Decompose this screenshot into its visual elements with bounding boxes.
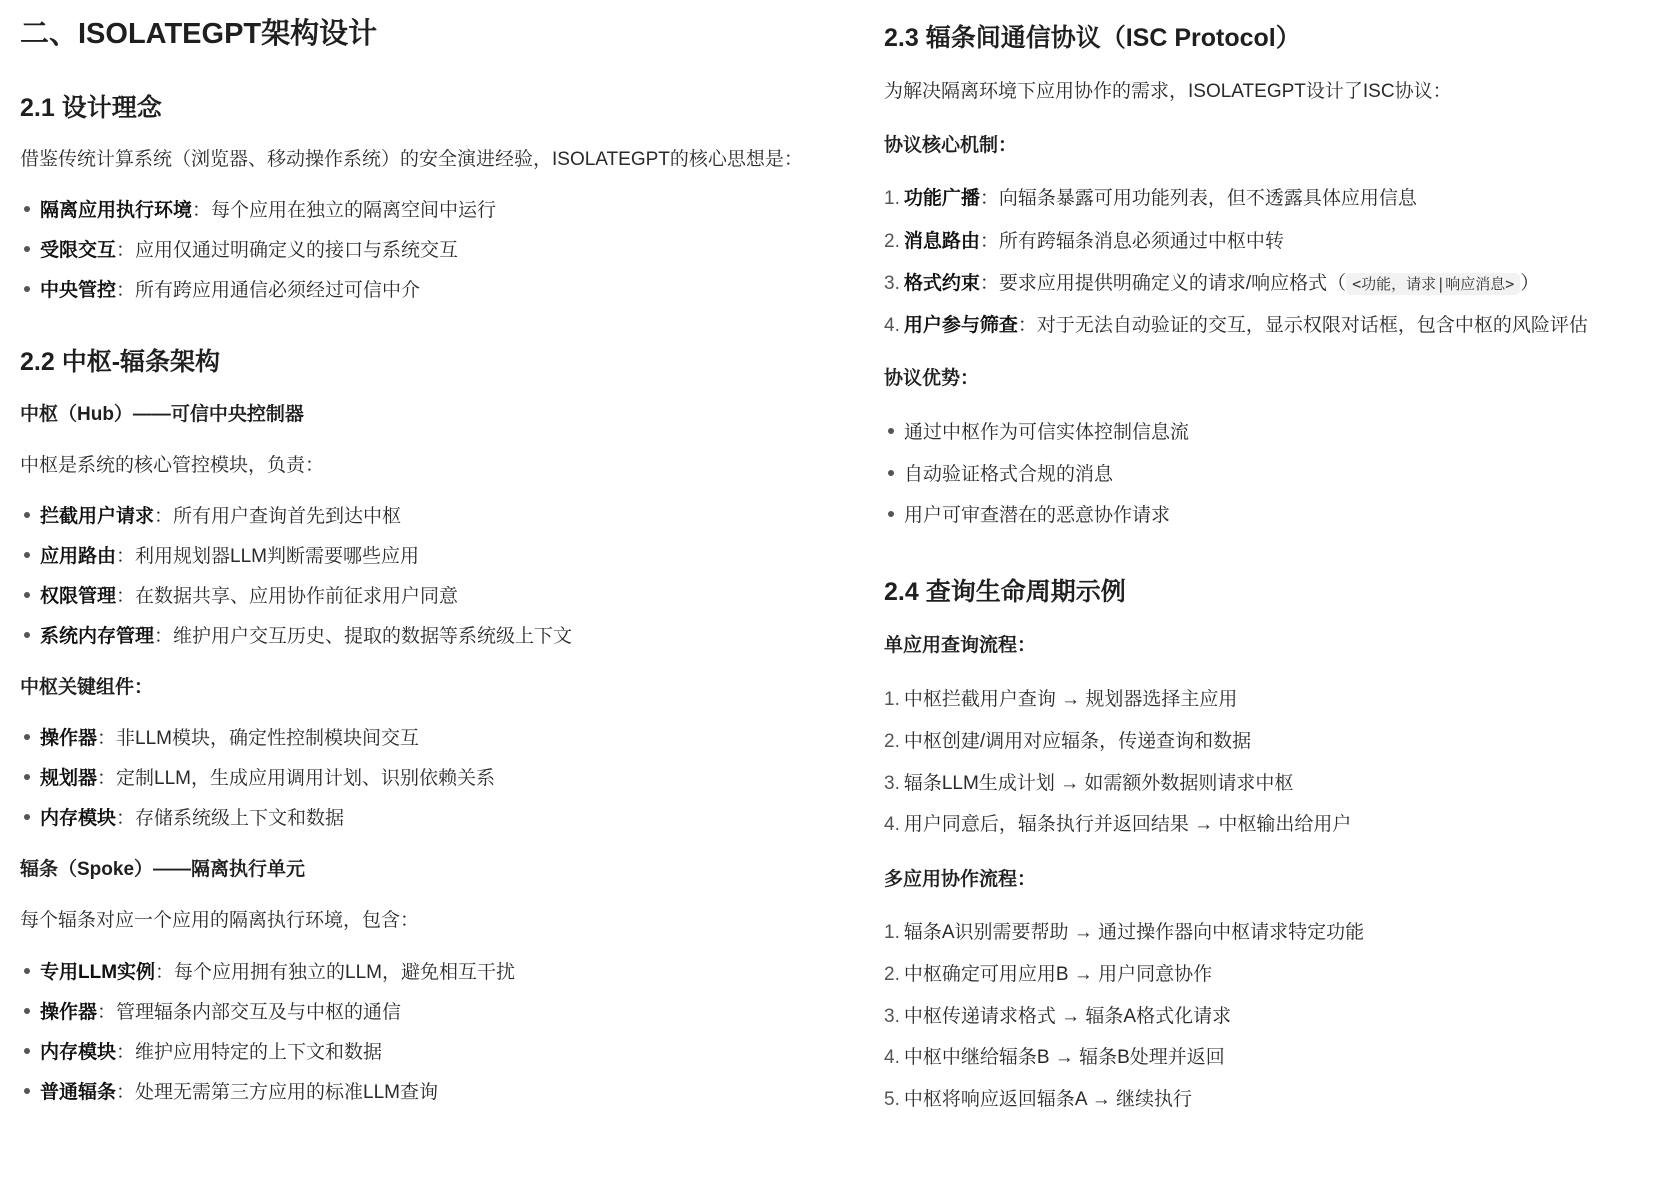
bullet-icon (888, 470, 894, 476)
bullet-icon (24, 206, 30, 212)
list-item: 受限交互：应用仅通过明确定义的接口与系统交互 (20, 238, 458, 264)
bullet-icon (24, 1048, 30, 1054)
format-code: <功能，请求|响应消息> (1346, 273, 1520, 295)
list-item: 3. 辐条LLM生成计划 → 如需额外数据则请求中枢 (884, 773, 1294, 794)
list-item: 1. 中枢拦截用户查询 → 规划器选择主应用 (884, 689, 1238, 710)
mechanism-title: 协议核心机制： (884, 135, 1018, 156)
list-item: 2. 消息路由：所有跨辐条消息必须通过中枢中转 (884, 231, 1284, 252)
list-item: 普通辐条：处理无需第三方应用的标准LLM查询 (20, 1080, 438, 1106)
list-item: 3. 中枢传递请求格式 → 辐条A格式化请求 (884, 1006, 1232, 1027)
bullet-icon (24, 734, 30, 740)
section-2-1-intro: 借鉴传统计算系统（浏览器、移动操作系统）的安全演进经验，ISOLATEGPT的核心思想是： (20, 149, 803, 170)
multi-flow-title: 多应用协作流程： (884, 869, 1037, 890)
hub-title: 中枢（Hub）——可信中央控制器 (20, 404, 304, 425)
bullet-icon (888, 511, 894, 517)
bullet-icon (24, 246, 30, 252)
bullet-icon (24, 1008, 30, 1014)
single-flow-title: 单应用查询流程： (884, 635, 1037, 656)
list-item: 4. 中枢中继给辐条B → 辐条B处理并返回 (884, 1047, 1225, 1068)
bullet-icon (888, 428, 894, 434)
list-item: 2. 中枢确定可用应用B → 用户同意协作 (884, 964, 1213, 985)
list-item: 3. 格式约束：要求应用提供明确定义的请求/响应格式（ <功能，请求|响应消息> ） (884, 273, 1540, 294)
advantages-title: 协议优势： (884, 368, 980, 389)
list-item: 专用LLM实例：每个应用拥有独立的LLM，避免相互干扰 (20, 960, 515, 986)
list-item: 5. 中枢将响应返回辐条A → 继续执行 (884, 1089, 1193, 1110)
list-item: 1. 辐条A识别需要帮助 → 通过操作器向中枢请求特定功能 (884, 922, 1365, 943)
list-item: 权限管理：在数据共享、应用协作前征求用户同意 (20, 584, 458, 610)
section-2-3-intro: 为解决隔离环境下应用协作的需求，ISOLATEGPT设计了ISC协议： (884, 81, 1452, 102)
list-item: 操作器：管理辐条内部交互及与中枢的通信 (20, 1000, 401, 1026)
bullet-icon (24, 286, 30, 292)
list-item: 内存模块：存储系统级上下文和数据 (20, 806, 344, 832)
hub-intro: 中枢是系统的核心管控模块，负责： (20, 455, 325, 476)
list-item: 用户可审查潜在的恶意协作请求 (884, 503, 1170, 529)
list-item: 系统内存管理：维护用户交互历史、提取的数据等系统级上下文 (20, 624, 572, 650)
bullet-icon (24, 1088, 30, 1094)
section-2-4-title: 2.4 查询生命周期示例 (884, 578, 1126, 606)
section-2-2-title: 2.2 中枢-辐条架构 (20, 348, 221, 376)
list-item: 应用路由：利用规划器LLM判断需要哪些应用 (20, 544, 419, 570)
list-item: 4. 用户同意后，辐条执行并返回结果 → 中枢输出给用户 (884, 814, 1352, 835)
list-item: 通过中枢作为可信实体控制信息流 (884, 420, 1189, 446)
list-item: 隔离应用执行环境：每个应用在独立的隔离空间中运行 (20, 198, 496, 224)
list-item: 自动验证格式合规的消息 (884, 462, 1113, 488)
bullet-icon (24, 814, 30, 820)
section-2-1-title: 2.1 设计理念 (20, 94, 162, 122)
bullet-icon (24, 968, 30, 974)
spoke-intro: 每个辐条对应一个应用的隔离执行环境，包含： (20, 910, 420, 931)
page-title: 二、ISOLATEGPT架构设计 (20, 18, 378, 50)
list-item: 内存模块：维护应用特定的上下文和数据 (20, 1040, 382, 1066)
list-item: 4. 用户参与筛查：对于无法自动验证的交互，显示权限对话框，包含中枢的风险评估 (884, 315, 1588, 336)
bullet-icon (24, 632, 30, 638)
list-item: 1. 功能广播：向辐条暴露可用功能列表，但不透露具体应用信息 (884, 188, 1417, 209)
list-item: 操作器：非LLM模块，确定性控制模块间交互 (20, 726, 419, 752)
bullet-icon (24, 552, 30, 558)
list-item: 2. 中枢创建/调用对应辐条，传递查询和数据 (884, 731, 1252, 752)
list-item: 规划器：定制LLM，生成应用调用计划、识别依赖关系 (20, 766, 495, 792)
hub-components-title: 中枢关键组件： (20, 677, 154, 698)
section-2-3-title: 2.3 辐条间通信协议（ISC Protocol） (884, 24, 1301, 52)
bullet-icon (24, 592, 30, 598)
list-item: 拦截用户请求：所有用户查询首先到达中枢 (20, 504, 401, 530)
list-item: 中央管控：所有跨应用通信必须经过可信中介 (20, 278, 420, 304)
spoke-title: 辐条（Spoke）——隔离执行单元 (20, 859, 306, 880)
bullet-icon (24, 512, 30, 518)
bullet-icon (24, 774, 30, 780)
